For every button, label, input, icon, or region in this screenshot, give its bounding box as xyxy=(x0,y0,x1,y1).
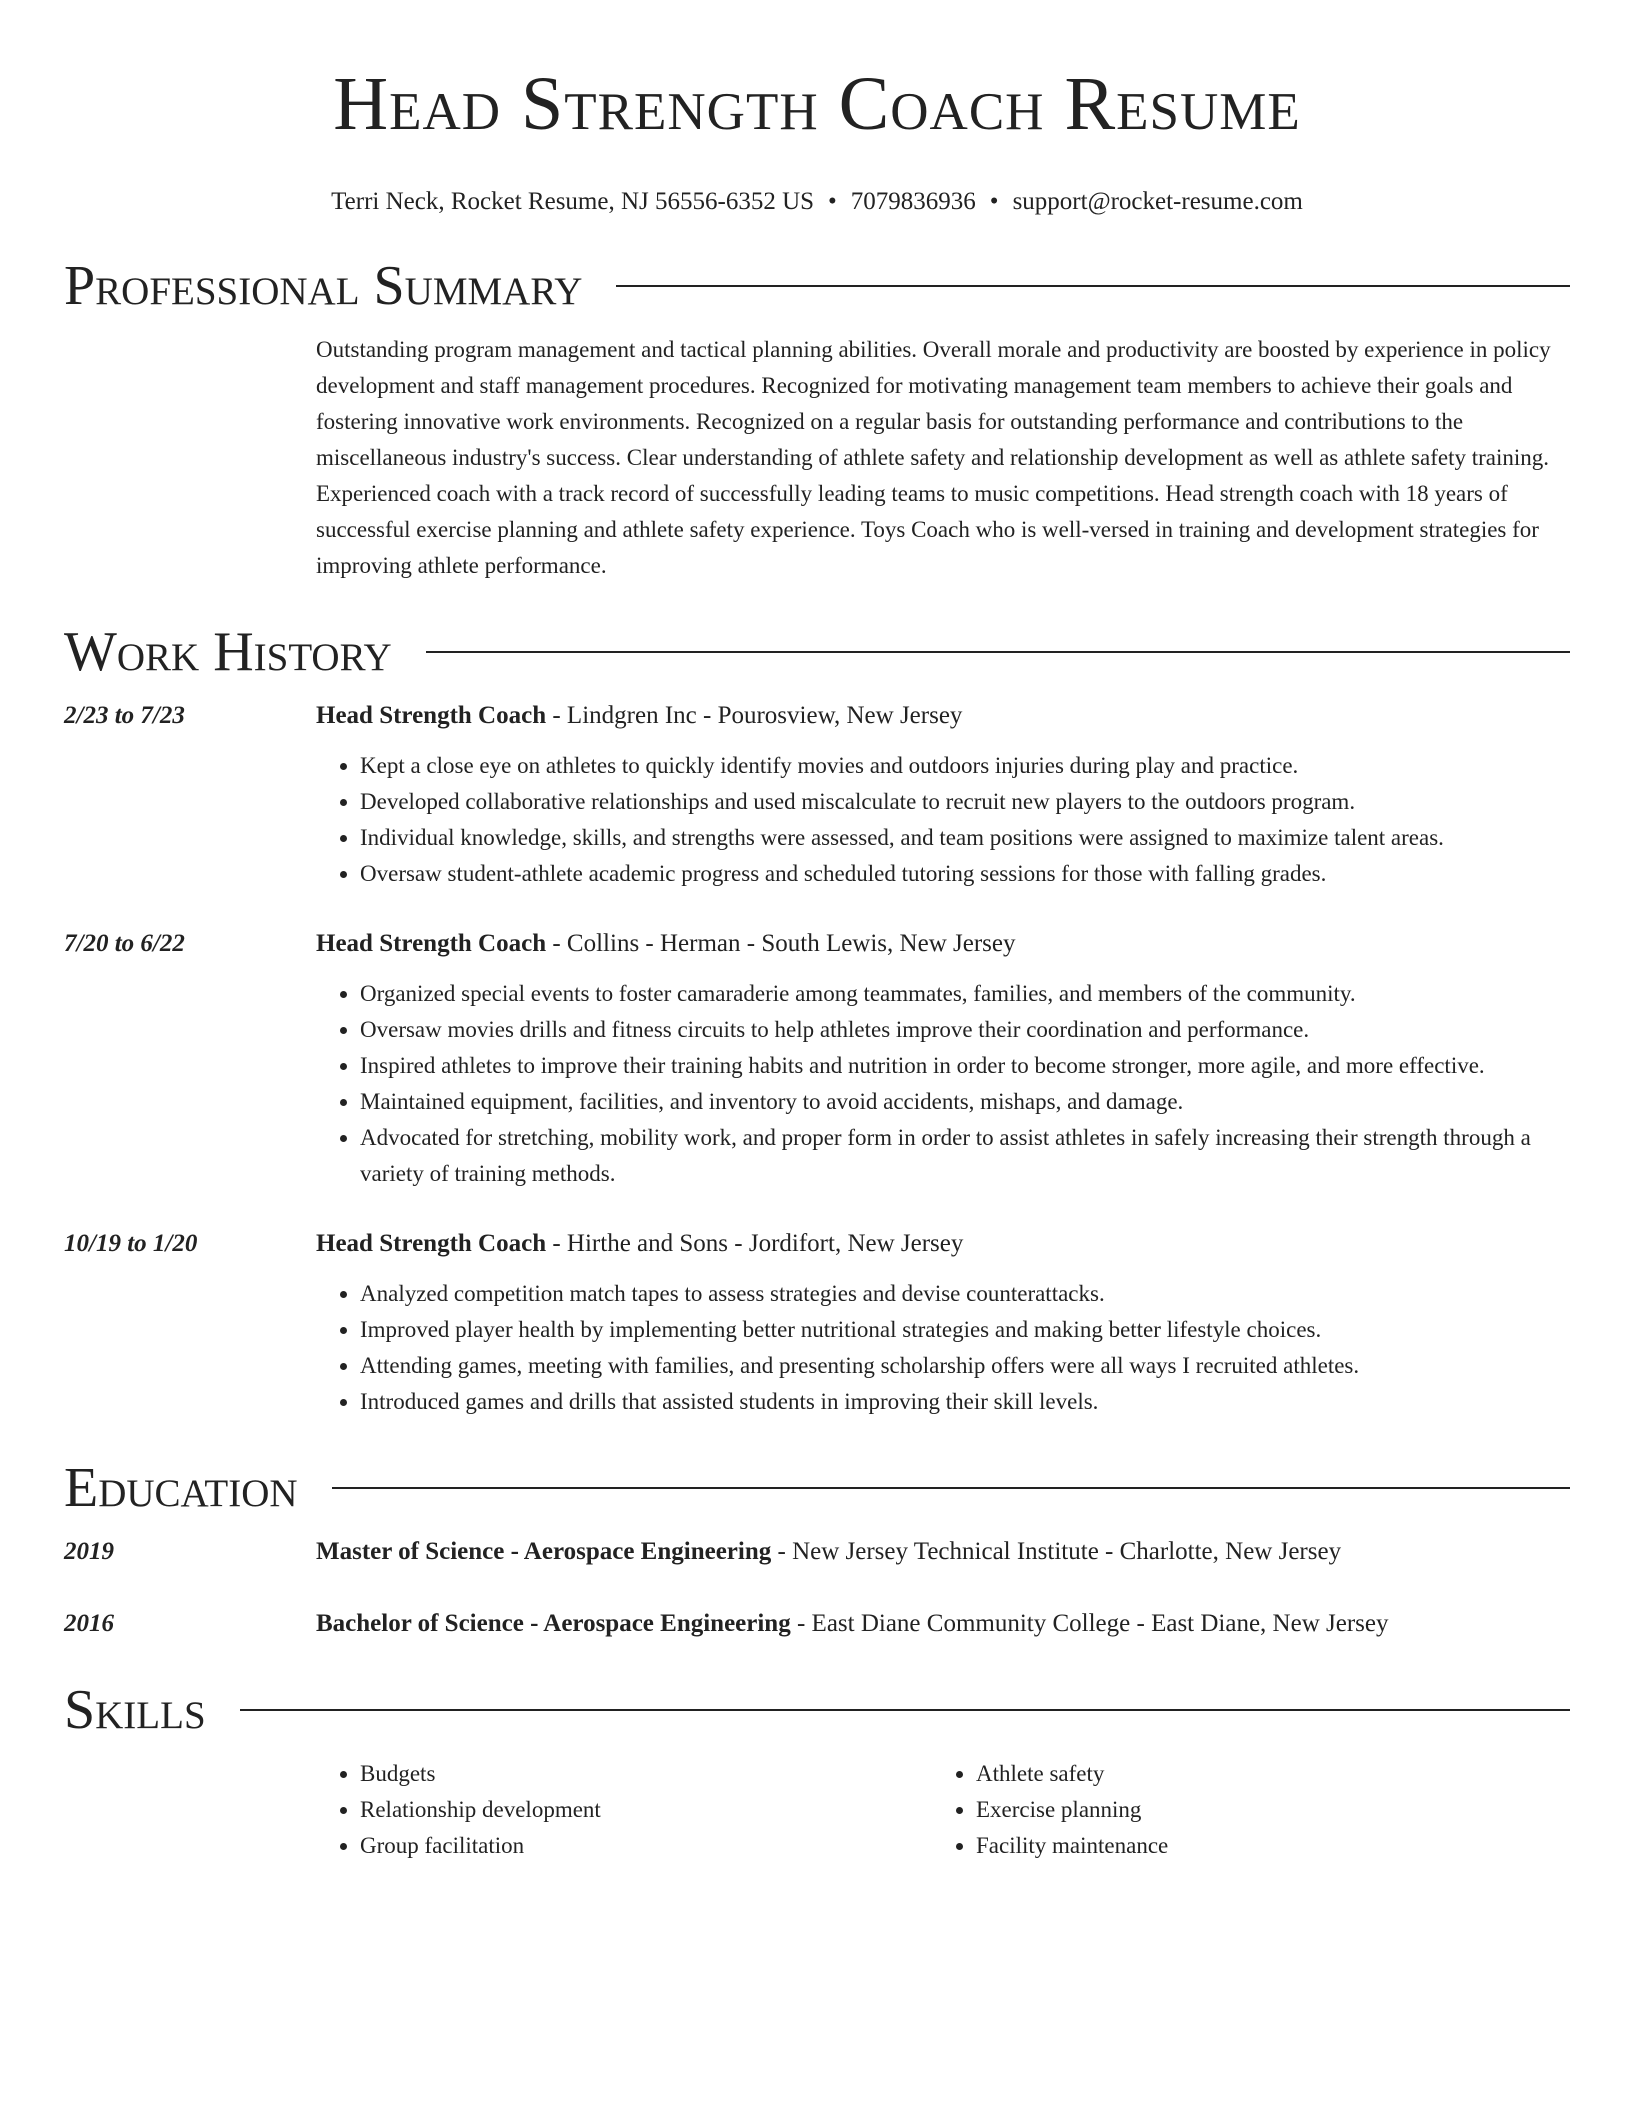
contact-separator: • xyxy=(989,188,999,215)
work-section-title: Work History xyxy=(64,621,392,683)
job-title: Head Strength Coach xyxy=(316,702,547,729)
job-bullet: • Improved player health by implementing better nutritional strategies and making better lifestyle choices. xyxy=(360,1312,1570,1348)
contact-address: Terri Neck, Rocket Resume, NJ 56556-6352 US xyxy=(331,188,815,215)
education-degree: Bachelor of Science - Aerospace Engineering xyxy=(316,1610,791,1637)
job-bullet: • Advocated for stretching, mobility work, and proper form in order to assist athletes in safely increasing their strength through a variety of training methods. xyxy=(360,1120,1570,1192)
education-year: 2019 xyxy=(64,1538,114,1565)
job-details: - Collins - Herman - South Lewis, New Jersey xyxy=(546,930,1016,957)
skills-section-title: Skills xyxy=(64,1679,206,1741)
job-bullet: • Introduced games and drills that assisted students in improving their skill levels. xyxy=(360,1384,1570,1420)
work-section-header xyxy=(64,620,1570,684)
job-entry xyxy=(64,1226,1570,1420)
skill-item: • Relationship development xyxy=(360,1792,932,1828)
education-section-title: Education xyxy=(64,1457,298,1519)
education-school: - New Jersey Technical Institute - Charlotte, New Jersey xyxy=(771,1538,1342,1565)
job-heading xyxy=(316,698,1570,734)
summary-section-header xyxy=(64,254,1570,318)
skills-column-left xyxy=(316,1756,932,1864)
skills-section-header xyxy=(64,1678,1570,1742)
education-section-header xyxy=(64,1456,1570,1520)
resume-page xyxy=(64,0,1570,1864)
contact-phone: 7079836936 xyxy=(850,188,976,215)
job-details: - Lindgren Inc - Pourosview, New Jersey xyxy=(546,702,963,729)
education-year: 2016 xyxy=(64,1610,114,1637)
summary-section-title: Professional Summary xyxy=(64,255,583,317)
job-bullet: • Kept a close eye on athletes to quickly identify movies and outdoors injuries during play and practice. xyxy=(360,748,1570,784)
job-bullet: • Oversaw movies drills and fitness circuits to help athletes improve their coordination and performance. xyxy=(360,1012,1570,1048)
education-entry xyxy=(64,1534,1570,1570)
job-heading xyxy=(316,1226,1570,1262)
job-bullet: • Maintained equipment, facilities, and inventory to avoid accidents, mishaps, and damage. xyxy=(360,1084,1570,1120)
job-title: Head Strength Coach xyxy=(316,1230,547,1257)
education-degree: Master of Science - Aerospace Engineering xyxy=(316,1538,772,1565)
job-bullets xyxy=(316,1276,1570,1420)
section-divider xyxy=(616,285,1570,287)
job-details: - Hirthe and Sons - Jordifort, New Jersey xyxy=(546,1230,964,1257)
skill-item: • Exercise planning xyxy=(976,1792,1548,1828)
job-dates: 7/20 to 6/22 xyxy=(64,930,185,957)
skill-item: • Athlete safety xyxy=(976,1756,1548,1792)
section-divider xyxy=(426,651,1570,653)
job-bullet: • Developed collaborative relationships and used miscalculate to recruit new players to the outdoors program. xyxy=(360,784,1570,820)
job-heading xyxy=(316,926,1570,962)
section-divider xyxy=(332,1487,1570,1489)
education-entry xyxy=(64,1606,1570,1642)
contact-email[interactable]: support@rocket-resume.com xyxy=(1012,188,1303,215)
job-bullet: • Attending games, meeting with families, and presenting scholarship offers were all ways I recruited athletes. xyxy=(360,1348,1570,1384)
skills-list xyxy=(316,1756,1570,1864)
job-dates: 2/23 to 7/23 xyxy=(64,702,185,729)
skills-column-right xyxy=(932,1756,1548,1864)
contact-line xyxy=(64,186,1570,218)
section-divider xyxy=(240,1709,1570,1711)
job-entry xyxy=(64,926,1570,1192)
job-title: Head Strength Coach xyxy=(316,930,547,957)
job-bullet: • Oversaw student-athlete academic progress and scheduled tutoring sessions for those with falling grades. xyxy=(360,856,1570,892)
job-bullet: • Analyzed competition match tapes to assess strategies and devise counterattacks. xyxy=(360,1276,1570,1312)
job-bullet: • Organized special events to foster camaraderie among teammates, families, and members of the community. xyxy=(360,976,1570,1012)
summary-text: Outstanding program management and tactical planning abilities. Overall morale and productivity are boosted by experience in policy development and staff management procedures. Recognized for motivating management team members to achieve their goals and fostering innovative work environments. Recognized on a regular basis for outstanding performance and contributions to the miscellaneous industry's success. Clear understanding of athlete safety and relationship development as well as athlete safety training. Experienced coach with a track record of successfully leading teams to music competitions. Head strength coach with 18 years of successful exercise planning and athlete safety experience. Toys Coach who is well-versed in training and development strategies for improving athlete performance. xyxy=(316,337,1551,578)
resume-title: Head Strength Coach Resume xyxy=(333,62,1301,146)
skill-item: • Facility maintenance xyxy=(976,1828,1548,1864)
contact-separator: • xyxy=(828,188,837,215)
skill-item: • Group facilitation xyxy=(360,1828,932,1864)
skill-item: • Budgets xyxy=(360,1756,932,1792)
job-bullet: • Individual knowledge, skills, and strengths were assessed, and team positions were assigned to maximize talent areas. xyxy=(360,820,1570,856)
job-bullets xyxy=(316,748,1570,892)
job-entry xyxy=(64,698,1570,892)
education-school: - East Diane Community College - East Diane, New Jersey xyxy=(790,1610,1389,1637)
job-dates: 10/19 to 1/20 xyxy=(64,1230,198,1257)
job-bullet: • Inspired athletes to improve their training habits and nutrition in order to become stronger, more agile, and more effective. xyxy=(360,1048,1570,1084)
job-bullets xyxy=(316,976,1570,1192)
